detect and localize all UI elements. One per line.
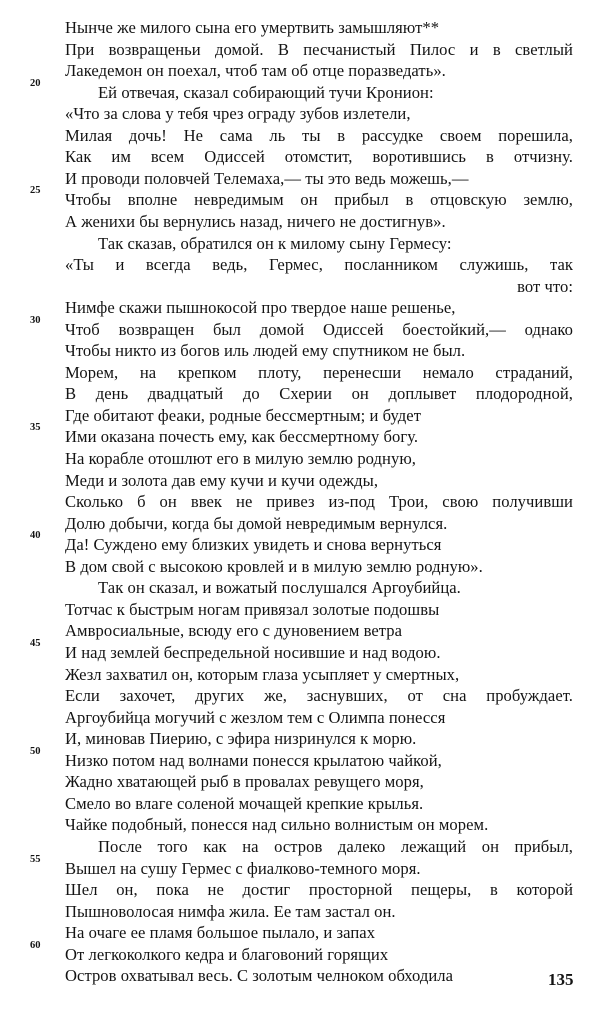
text-line: На очаге ее пламя большое пылало, и запах [65, 923, 376, 943]
text-line: Жадно хватающей рыб в провалах ревущего моря, [65, 772, 424, 792]
line-number: 45 [30, 638, 41, 649]
text-line: Аргоубийца могучий с жезлом тем с Олимпа понесся [65, 707, 446, 727]
text-line: И над землей беспредельной носившие и над водою. [65, 643, 441, 662]
text-line: вот что: [517, 276, 573, 296]
text-line: Долю добычи, когда бы домой невредимым вернулся. [65, 513, 448, 533]
text-line: В день двадцатый до Схерии он доплывет плодородной, [65, 384, 573, 404]
text-line: Чтоб возвращен был домой Одиссей боестойкий,— однако [65, 319, 573, 339]
line-number: 30 [30, 314, 41, 326]
text-line: Нимфе скажи пышнокосой про твердое наше решенье, [65, 298, 456, 318]
text-line: И, миновав Пиерию, с эфира низринулся к морю. [65, 729, 417, 749]
text-line: Где обитают феаки, родные бессмертным; и будет [65, 405, 422, 425]
text-line: Чтобы никто из богов иль людей ему спутником не был. [65, 341, 466, 361]
line-number: 60 [30, 939, 41, 951]
text-line: Амвросиальные, всюду его с дуновением ветра [65, 621, 403, 641]
text-line: Смело во влаге соленой мочащей крепкие крылья. [65, 793, 424, 813]
text-line: Так сказав, обратился он к милому сыну Гермесу: [98, 233, 452, 253]
text-line: Сколько б он ввек не привез из-под Трои, свою получивши [65, 492, 573, 512]
text-line: Нынче же милого сына его умертвить замышляют** [65, 18, 440, 37]
text-line: Чтобы вполне невредимым он прибыл в отцовскую землю, [65, 190, 573, 210]
line-number: 25 [30, 185, 41, 197]
text-line: Лакедемон он поехал, чтоб там об отце поразведать». [65, 61, 446, 81]
text-line: Морем, на крепком плоту, перенесши немало страданий, [65, 362, 573, 382]
line-number: 40 [30, 530, 41, 542]
text-line: Пышноволосая нимфа жила. Ее там застал он. [65, 901, 396, 921]
text-line: Меди и золота дав ему кучи и кучи одежды, [65, 470, 379, 490]
text-line: Ими оказана почесть ему, как бессмертному богу. [65, 427, 419, 447]
text-line: При возвращеньи домой. В песчанистый Пилос и в светлый [65, 39, 573, 59]
line-number: 50 [30, 745, 41, 757]
text-line: Тотчас к быстрым ногам привязал золотые подошвы [65, 599, 440, 619]
text-line: От легкоколкого кедра и благовоний горящих [65, 944, 389, 964]
text-line: Вышел на сушу Гермес с фиалково-темного моря. [65, 858, 421, 878]
text-line: После того как на остров далеко лежащий он прибыл, [98, 836, 573, 856]
text-line: Остров охватывал весь. С золотым челноком обходила [65, 966, 454, 986]
text-line: Низко потом над волнами понесся крылатою чайкой, [65, 750, 442, 770]
text-line: Так он сказал, и вожатый послушался Аргоубийца. [98, 578, 461, 598]
text-line: Шел он, пока не достиг просторной пещеры, в которой [65, 880, 573, 899]
text-line: «Что за слова у тебя чрез ограду зубов излетели, [65, 104, 411, 124]
text-line: В дом свой с высокою кровлей и в милую землю родную». [65, 556, 483, 576]
text-line: А женихи бы вернулись назад, ничего не достигнув». [65, 212, 446, 231]
line-number: 20 [30, 77, 41, 89]
page-number: 135 [548, 970, 574, 989]
text-line: Да! Суждено ему близких увидеть и снова вернуться [65, 535, 442, 555]
line-number: 35 [30, 422, 41, 434]
text-line: Если захочет, других же, заснувших, от сна пробуждает. [65, 686, 573, 706]
text-line: «Ты и всегда ведь, Гермес, посланником служишь, так [65, 255, 573, 275]
text-line: Милая дочь! Не сама ль ты в рассудке своем порешила, [65, 125, 573, 145]
text-line: Как им всем Одиссей отомстит, воротившись в отчизну. [65, 147, 573, 167]
line-number: 55 [30, 853, 41, 865]
text-line: Ей отвечая, сказал собирающий тучи Кронион: [98, 82, 434, 102]
text-line: И проводи половчей Телемаха,— ты это ведь можешь,— [65, 168, 469, 188]
text-line: Жезл захватил он, которым глаза усыпляет у смертных, [65, 664, 460, 684]
text-line: На корабле отошлют его в милую землю родную, [65, 449, 416, 468]
text-line: Чайке подобный, понесся над сильно волнистым он морем. [65, 815, 489, 835]
